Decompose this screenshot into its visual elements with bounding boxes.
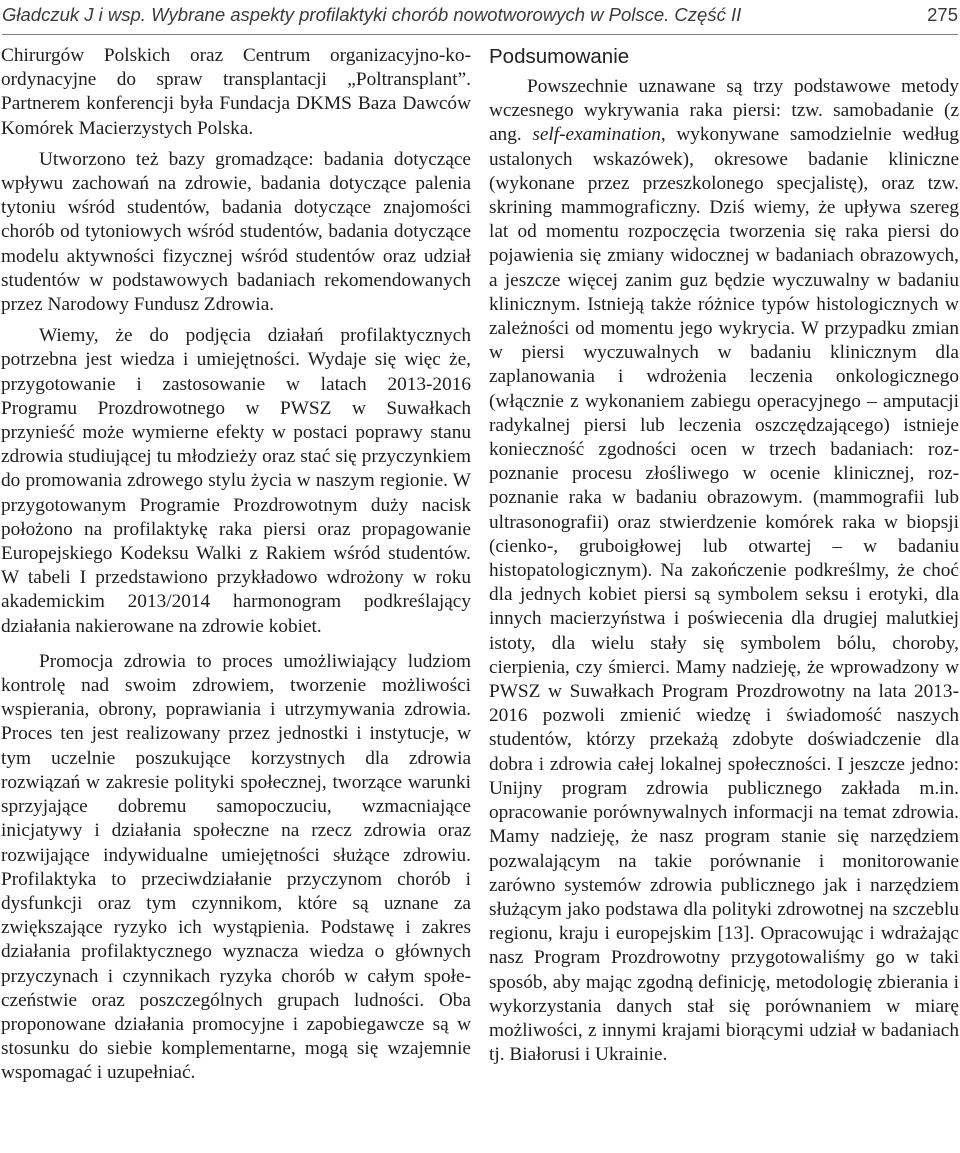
header-rule (2, 34, 958, 35)
summary-italic-term: self-examination (532, 124, 661, 146)
summary-text-rest: , wykonywane samodzielnie według ustalonych wskazówek), okresowe badanie kliniczne (wykonane przez przeszkolonego specjalistę), oraz tzw. skrining mammograficzny. Dziś wiemy, że upływa szereg lat od momentu rozpoczęcia tworzenia się raka piersi do pojawienia się zmiany widocznej w badaniach obrazowych, a jeszcze więcej zanim guz będzie wyczuwalny w badaniu klinicznym. Istnieją także różnice typów histologicznych w zależności od momentu jego wykrycia. W przypadku zmian w piersi wyczuwalnych w badaniu klinicznym dla zaplanowania i wdrożenia leczenia onkologicznego (włącznie z wykonaniem zabiegu operacyjnego – amputacji radykalnej piersi lub leczenia oszczędzającego) istnieje konieczność zgodności ocen w trzech badaniach: rozpoznanie procesu złośliwego w ocenie klinicznej, rozpoznanie raka w badaniu obrazowym. (mammografii lub ultrasonografii) oraz stwierdzenie komórek raka w biopsji (cienko-, gruboigłowej lub otwartej – w badaniu histopatologicznym). Na zakończenie podkreślmy, że choć dla jednych kobiet piersi są symbolem seksu i erotyki, dla innych macierzyństwa i poświecenia dla drugiej malutkiej istoty, dla wielu stały się symbolem bólu, choroby, cierpienia, czy śmierci. Mamy nadzieję, że wprowadzony w PWSZ w Suwałkach Program Prozdrowotny na lata 2013-2016 pozwoli zmienić wiedzę i świadomość naszych studentów, którzy przekażą zdobyte doświadczenie dla dobra i zdrowia całej lokalnej społeczności. I jeszcze jedno: Unijny program zdrowia publicznego zakłada m.in. opracowanie porównywalnych informacji na temat zdrowia. Mamy nadzieję, że nasz program stanie się narzędziem pozwalającym na takie porównanie i monitorowanie zarówno systemów zdrowia publicznego jak i narzędziem służącym jako podstawa dla polityki zdrowotnej na szczeblu regionu, kraju i europejskim [13]. Opracowując i wdrażając nasz Program Prozdrowotny przygotowaliśmy go w taki sposób, aby mając zgodną definicję, metodologię zbierania i wykorzystania danych stał się porównaniem w miarę możliwości, z innymi krajami biorącymi udział w badaniach tj. Białorusi i Ukrainie. (489, 124, 960, 1066)
page-number: 275 (927, 4, 958, 25)
paragraph-health-promotion: Promocja zdrowia to proces umożliwiający ludziom kontrolę nad swoim zdrowiem, tworzenie możliwości wspierania, obrony, poprawiania i utrzymywania zdrowia. Proces ten jest realizowany przez jednostki i instytucje, w tym uczelnie poszukujące korzystnych dla zdrowia rozwiązań w zakresie polityki społecznej, tworzące warunki sprzyjające dobremu samopoczuciu, wzmacniające inicjatywy i działania społeczne na rzecz zdrowia oraz rozwijające indywidualne umiejętności służące zdrowiu. Profilaktyka to przeciwdziałanie przyczynom chorób i dysfunkcji oraz tym czynnikom, które są uznane za zwiększające ryzyko ich wystąpienia. Podstawę i zakres działania profilaktycznego wyznacza wiedza o głównych przyczynach i czynnikach ryzyka chorób w całym społeczeństwie oraz poszczególnych grupach ludności. Oba proponowane działania promocyjne i zapobiegawcze są w stosunku do siebie komplementarne, mogą się wzajemnie wspomagać i uzupełniać. (1, 650, 471, 1084)
left-column (1, 44, 471, 1086)
paragraph-databases: Utworzono też bazy gromadzące: badania dotyczące wpływu zachowań na zdrowie, badania dotyczące palenia tytoniu wśród studentów, badania dotyczące znajomości chorób od tytoniowych wśród studentów, badania dotyczące modelu aktywności fizycznej wśród studentów oraz udział studentów w podstawowych badaniach rekomendowanych przez Narodowy Fundusz Zdrowia. (1, 148, 471, 316)
running-head (2, 0, 958, 30)
summary-text-start: Powszechnie uznawane są trzy podstawowe metody wczesnego wykrywania raka piersi: tzw. samobadanie (z ang. (489, 76, 959, 146)
right-column (489, 44, 959, 1067)
section-heading-summary: Podsumowanie (489, 45, 630, 68)
paragraph-continuation: Chirurgów Polskich oraz Centrum organizacyjno-koordynacyjne do spraw transplantacji „Poltransplant”. Partnerem konferencji była Fundacja DKMS Baza Dawców Komórek Macierzystych Polska. (1, 45, 471, 139)
paragraph-program: Wiemy, że do podjęcia działań profilaktycznych potrzebna jest wiedza i umiejętności. Wydaje się więc że, przygotowanie i zastosowanie w latach 2013-2016 Programu Prozdrowotnego w PWSZ w Suwałkach przynieść może wymierne efekty w postaci poprawy stanu zdrowia studiującej tu młodzieży oraz stać się przyczynkiem do promowania zdrowego stylu życia w naszym regionie. W przygotowanym Programie Prozdrowotnym duży nacisk położono na profilaktykę raka piersi oraz propagowanie Europejskiego Kodeksu Walki z Rakiem wśród studentów. W tabeli I przedstawiono przykładowo wdrożony w roku akademickim 2013/2014 harmonogram podkreślający działania nakierowane na zdrowie kobiet. (1, 325, 471, 637)
running-title: Gładczuk J i wsp. Wybrane aspekty profilaktyki chorób nowotworowych w Polsce. Część II (2, 4, 742, 25)
paragraph-summary (489, 75, 959, 1067)
